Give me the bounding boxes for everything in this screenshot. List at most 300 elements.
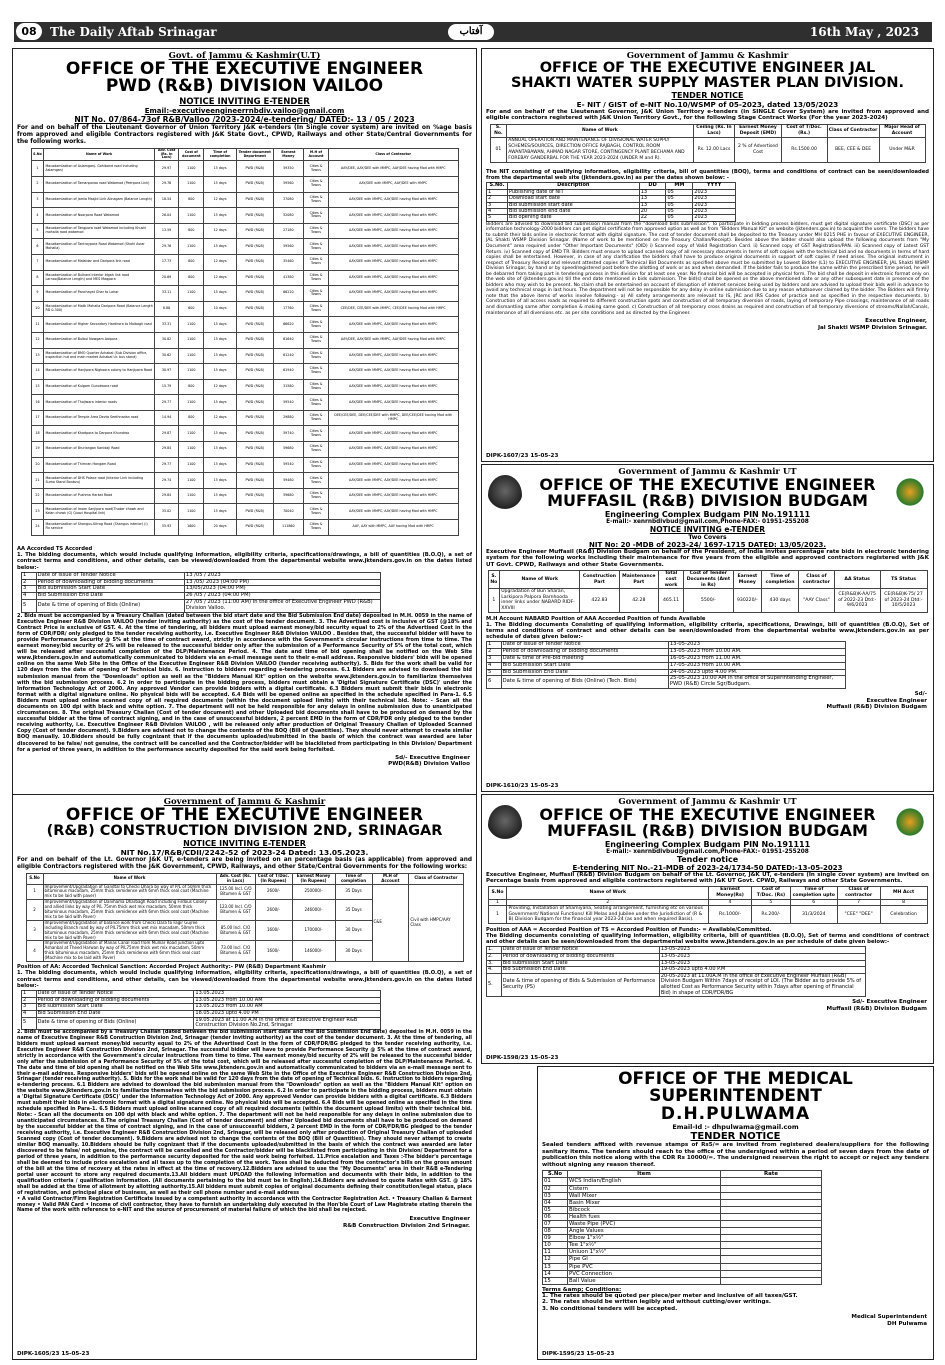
table-row bbox=[487, 676, 846, 689]
table-cell: 20 bbox=[31, 457, 44, 473]
table-cell: 15 days bbox=[204, 317, 237, 333]
table-cell: 123.00 Incl. C/O Bitumen & GST bbox=[216, 900, 255, 921]
table-header-cell: Time of completion upto bbox=[790, 887, 837, 899]
table-header-cell: TS Status bbox=[880, 571, 927, 589]
terms-text: Bidders are advised to download bid submission manual from the "download bids submission". To participate in bidding process bidders, must get digital signature certificate (DSC) as per information technology-2000 bidders can get digital certificate from approved option as well as from "Bidders Manual Kit" on website (jktenders.gov.in) to acquaint the users. The bidders have to submit their bids online in electronic format with digital signature. The cost of tender document shall be deposited to the Treasury under MH 0215 PHE in favour of EXECUTIVE ENGINEER, JAL Shakti WSMP Division Srinagar. (Name of work to be mentioned on the Treasury Challan/Receipt). Besides above the bidder should also upload the following documents from "My Document" area required under "Other Important Documents" (OID) i) Scanned copy of Valid Registration Card. ii) Scanned copy of GST Registration/PAN. iii) Scanned copy of Latest GST Return. iv) Scanned copy of EMD TR. Bidders must ensure to upload scanned copy of all necessary documents in terms of soft copies with the technical bid and no documents in terms of hard copies shall be entertained. However, in case of any clarification the bidders shall have to produce original documents in support of soft copies if need arises. The original instrument in respect of Treasury Receipt and relevant attested copies of Technical Bid Documents as specified above must be submitted by Lowest Bidder (L1) to EXECUTIVE ENGINEER, JAL Shakti WSMP Division Srinagar, by hand or by speed/registered post before the allotting of work or as and when demanded. If the bidder fails to produce the same within the prescribed time period, he will be debarred from taking part in tendering process in this division for at least one year. No financial bid will be accepted in physical form. The bid shall be deposit in electronic format only on the web site of (jktenders.gov.in) till the end date mentioned in bids submission. The bid(s) shall be opened on the above mentioned date or any other subsequent date in presence of the bidders who may wish to be present. No claim shall be entertained on account of disruption of internet services being used by bidders and are advised to upload their bids well in advance to avoid any technical snags in last hours. The department will not be responsible for any delay in online submission due to any reason whatsoever claimed by the bidder. The Bidders will firmly note that the above items of works involve following:- a) All safety arrangements are relevant to IS, JRC and IRS Codes of practice and as specified in the respective documents. b) Construction of all access roads as required to different construction spots and construction of all temporary diversion of roads, laying of temporary Pipe crossings, maintenance of all roads and dismantling same after completion & making same good. c) Construction of all temporary cross drains as required and construction of all temporary diversions of streams/Nallah/Canals, maintenance of all diversions etc. as per site conditions and as directed by the Engineer. bbox=[486, 221, 929, 316]
table-cell: 600 bbox=[179, 301, 204, 317]
table-cell: 17.73 bbox=[154, 254, 179, 270]
table-header-cell: Time of completion bbox=[761, 571, 798, 589]
table-cell: 15 bbox=[543, 1277, 568, 1284]
table-cell: Cities & Towns bbox=[304, 395, 329, 411]
table-header-cell: S.No bbox=[543, 1171, 568, 1178]
table-cell: 13 /05 / 2023 bbox=[184, 572, 380, 579]
table-cell: Macadamization of Bruriangan Kanidaji Road bbox=[44, 442, 154, 458]
table-cell: AAY/DEE with MMPC, AAY/DEE having Mod with HMPC bbox=[328, 442, 458, 458]
table-header-cell: Name of Work bbox=[44, 148, 154, 161]
terms-text: 2. Bids must be accompanied by a Treasury Challan (dated between the bid start date and the Bid Submission End date) deposited in M.H. 0059 in the name of Executive Engineer R&B Division VAILOO (tender inviting authority) as the cost of the tender document. 3. The Advertised cost is inclusive of GST (@18% and Contract Price is exclusive of GST. 4. At the time of tendering, all bidders must upload earnest money/bid security equal to 2% of the Advertised Cost in the form of CDR/FDR/ only pledged to the tender receiving authority, i.e. Executive Engineer R&B Division VAILOO . Besides that, the successful bidder will have to provide Performance Security @ 5% at the time of contract award, strictly in accordance with the Government's circular instructions from time to time. The earnest money/bid security of 2% will be released to the successful bidder only after the submission of a Performance Security of 5% of the total cost, which will be released after successful completion of the DLP/Maintenance Period. 4. The date and time of bid opening shall be notified on the Web Site www.jktenders.gov.in and automatically communicated to bidders via an e-mail message sent to their e-mail address. Responsive bidders' bids will be opened online on the same Web Site in the Office of the Executive Engineer R&B Division VAILOO (tender receiving authority). 5. Bids for the work shall be valid for 120 days from the date of opening of Technical bids. 6. Instruction to bidders regarding e-tendering process. 6.1 Bidders are advised to download the bid submission manual from the "Downloads" option as well as the "Bidders Manual Kit" option on the website www.jktenders.gov.in to familiarize themselves with the bid submission process. 6.2 In order to participate in the bidding process, bidders must obtain a 'Digital Signature Certificate (DSC)' under the Information Technology Act of 2000. Any approved Vendor can provide bidders with a digital certificate. 6.3 Bidders must submit their bids in electronic format with a digital signature online. No physical bids will be accepted. 6.4 Bids will be opened online as specified in the schedule specified in Para-1. 6.5 Bidders must upload online scanned copy of all required documents (within the document upload limits) with their technical bid. Note: - Scan all the documents on 100 dpi with black and white option. 7. The department will not be held responsible for any delays in online submission due to unanticipated circumstances. 8. The original Treasury Challan (Cost of tender document) and other Uploaded bid documents shall have to be produced on demand by the successful bidder at the time of contract signing, and in the case of unsuccessful bidders, 2 percent EMD in the form of CDR/FDR only pledged to the tender receiving authority, i.e. Executive Engineer R&B Division VAILOO , will be released only after production of Original Treasury Challan of Uploaded Scanned Copy (Cost of tender document). 9.Bidders are advised not to change the contents of the BOQ (Bill of Quantities). They should never attempt to create similar BOQ manually. 10.Bidders should be fully cognizant that if the documents uploaded/submitted in the basis of which the contract was awarded are later discovered to be false/ not genuine, the contract will be cancelled and the Contractor/bidder will be blacklisted from participating in this Division/ Department for a period of three years, in addition to the performance security deposited for the said work being forfeited. bbox=[17, 612, 472, 753]
table-cell: 3 bbox=[487, 656, 502, 663]
table-cell: 1 bbox=[26, 884, 43, 900]
table-cell: AAY/DEE with MMPC, AAY/DEE having Mod with HMPC bbox=[328, 364, 458, 380]
table-cell: 5 bbox=[487, 669, 502, 676]
works-table bbox=[31, 148, 459, 536]
table-row bbox=[31, 364, 458, 380]
table-index-cell: 5 bbox=[751, 899, 790, 906]
signature-2: Muffasil (R&B) Division Budgam bbox=[826, 704, 927, 711]
table-cell: Uniuon 1"x½" bbox=[568, 1249, 721, 1256]
table-row bbox=[31, 301, 458, 317]
table-cell: 08 bbox=[543, 1228, 568, 1235]
table-cell: Cities & Towns bbox=[304, 473, 329, 489]
table-cell: Date & time of opening of Bids (Online) bbox=[36, 600, 184, 613]
table-cell: 15 days bbox=[204, 176, 237, 192]
table-cell: 20-05-2023 at 11.00A.M in the office of Executive Engineer Muffasil (R&B) Division Budgam Within 7days of receipt of LOI. (The Bidder as to provide 5% of allotted Cost as Performance Security within 7days after opening of Financial Bid) in shape of CDR/FDR/BG bbox=[659, 973, 865, 996]
table-cell: Date & time of opening of Bids & Submission of Performance Security (PS) bbox=[501, 973, 659, 996]
table-cell-empty bbox=[721, 1228, 822, 1235]
table-cell: 1 bbox=[488, 589, 500, 612]
table-cell: 61940 bbox=[273, 364, 304, 380]
table-cell: 29.74 bbox=[154, 473, 179, 489]
works-table bbox=[490, 124, 926, 163]
table-cell-empty bbox=[721, 1178, 822, 1185]
table-cell: 09 bbox=[543, 1235, 568, 1242]
table-cell: Upgradation of Bun Sharan, Larkipora Palpora Barnhooda inner links under NABARD RIDF-XXVIII bbox=[500, 589, 580, 612]
table-cell: 59540 bbox=[273, 395, 304, 411]
table-cell: Cities & Towns bbox=[304, 176, 329, 192]
table-cell: 15.79 bbox=[154, 379, 179, 395]
masthead bbox=[0, 0, 945, 44]
table-cell: AAY/DEE with MMPC, AAY/DEE having Mod with HMPC bbox=[328, 192, 458, 208]
table-cell: 2023 bbox=[693, 196, 736, 202]
table-row bbox=[31, 223, 458, 239]
table-row bbox=[543, 1221, 822, 1228]
table-cell: 13.05.2023 from 10.00 AM bbox=[194, 1004, 381, 1011]
office-title-2: (R&B) CONSTRUCTION DIVISION 2ND, SRINAGAR bbox=[46, 823, 443, 840]
gov-line: Govt. of Jammu & Kashmir(U.T) bbox=[168, 51, 321, 61]
table-row bbox=[31, 488, 458, 504]
office-title-1: OFFICE OF THE EXECUTIVE ENGINEER JAL bbox=[539, 60, 876, 76]
table-cell: Macadamization of Temple Area Devta Seethnadan road bbox=[44, 410, 154, 426]
table-cell: 30 Days bbox=[335, 941, 372, 962]
table-cell: 26.04 bbox=[154, 208, 179, 224]
table-cell: 29.97 bbox=[154, 161, 179, 177]
table-cell: Cities & Towns bbox=[304, 332, 329, 348]
table-row bbox=[543, 1242, 822, 1249]
schedule-table bbox=[486, 641, 846, 689]
table-cell: 55.93 bbox=[154, 520, 179, 536]
table-cell: Elbow 1"x½" bbox=[568, 1235, 721, 1242]
table-cell: 29.76 bbox=[154, 239, 179, 255]
table-row bbox=[22, 1017, 381, 1029]
table-cell: AAY, AAY with MMPC, AAY having Mod with HMPC bbox=[328, 520, 458, 536]
table-cell: Improvement/Upgradation of Manas Canal road from Mulnar Road junction upto Ashanbal at Theed Harwan by way of P/L75mm thick wet mix macadam, 50mm thick bituminous macadam, 25mm thick semidense with 6mm thick seal coat (Machine mix to be laid with Paver) bbox=[43, 941, 216, 962]
table-cell: 1100 bbox=[179, 395, 204, 411]
table-cell-empty: Civil with HMPC/AAY Class bbox=[409, 884, 463, 962]
table-cell: PWD (R&B) bbox=[236, 348, 273, 364]
table-cell: 29.84 bbox=[154, 488, 179, 504]
notice-jal-shakti bbox=[481, 48, 934, 462]
table-cell: Date & time of Pre-bid meeting bbox=[501, 656, 668, 663]
table-row bbox=[31, 192, 458, 208]
table-cell: 15 days bbox=[204, 239, 237, 255]
table-index-cell: 4 bbox=[709, 899, 752, 906]
table-row bbox=[543, 1185, 822, 1192]
table-cell: 15 days bbox=[204, 457, 237, 473]
notice-budgam-nit-21 bbox=[481, 794, 934, 1064]
table-cell: Date of Issue of Tender Notice bbox=[36, 991, 194, 998]
table-cell: Cities & Towns bbox=[304, 364, 329, 380]
table-cell: 1 bbox=[487, 642, 502, 649]
table-header-cell: Tender document Department bbox=[236, 148, 273, 161]
table-cell: 9 bbox=[31, 286, 44, 302]
table-cell: 4 bbox=[487, 208, 508, 214]
table-cell: Pipe PVC bbox=[568, 1263, 721, 1270]
table-cell: PWD (R&B) bbox=[236, 395, 273, 411]
signature-2: R&B Construction Division 2nd Srinagar. bbox=[342, 1223, 470, 1229]
table-index-cell: 8 bbox=[880, 899, 927, 906]
table-cell: 24 bbox=[31, 520, 44, 536]
table-header-cell: Construction Part bbox=[580, 571, 619, 589]
table-cell: Bibcock bbox=[568, 1206, 721, 1213]
table-row bbox=[31, 348, 458, 364]
signature-2: PWD(R&B) Division Valloo bbox=[388, 761, 470, 768]
table-cell: 12 days bbox=[204, 270, 237, 286]
table-row bbox=[31, 457, 458, 473]
table-header-cell: Ceiling (Rs. In Lacs) bbox=[693, 124, 735, 137]
table-cell: 73.00 Incl. C/O Bitumen & GST bbox=[216, 941, 255, 962]
complex-line: Engineering Complex Budgam PIN No.191111 bbox=[604, 509, 811, 519]
table-cell: 5 bbox=[487, 215, 508, 221]
table-cell: 5. bbox=[487, 973, 502, 996]
table-cell: Bid opening date bbox=[507, 215, 639, 221]
table-cell: 250000/- bbox=[292, 884, 335, 900]
intro-text: For and on behalf of the Lieutenant Governor of Union Territory J&K e-tenders (In Single cover system) are invited on %age basis from approved and eligible Contractors registered with J&K State Govt., CPWD, Railways and other State/Central Governments for the following works. bbox=[17, 123, 472, 145]
table-cell: 15 days bbox=[204, 161, 237, 177]
table-header-cell: Earnest Money(Rs) bbox=[709, 887, 752, 899]
table-cell: 12 bbox=[543, 1256, 568, 1263]
table-cell: 1100 bbox=[179, 176, 204, 192]
table-cell: Waste Pipe (PVC) bbox=[568, 1221, 721, 1228]
table-cell-empty bbox=[721, 1270, 822, 1277]
table-cell: 11 bbox=[543, 1249, 568, 1256]
table-cell: AAY/DEE with MMPC, AAY/DEE having Mod with HMPC bbox=[328, 208, 458, 224]
table-cell: 13 bbox=[639, 189, 666, 195]
table-cell: 12 bbox=[31, 332, 44, 348]
table-header-cell: Name of Work bbox=[500, 571, 580, 589]
table-index-cell: 2 bbox=[507, 899, 709, 906]
table-cell: AAY/DEE with MMPC, AAY/DEE having Mod with HMPC bbox=[328, 348, 458, 364]
table-cell: 03 bbox=[543, 1192, 568, 1199]
table-row bbox=[488, 589, 927, 612]
intro-text: Executive Engineer, Muffasil (R&B) Division Budgam on behalf of the Lt. Governor, J&K UT, e-tenders (In single cover system) are invited on Percentage basis from approved and eligible contractors registered with J&K UT Govt. CPWD, Railways and other State Governments. bbox=[486, 871, 929, 885]
table-index-cell: 6 bbox=[790, 899, 837, 906]
table-cell: Cistern bbox=[568, 1185, 721, 1192]
intro-text: Sealed tenders affixed with revenue stamps of Rs5/= are invited from registered dealers/suppliers for the following sanitary items. The tenders should reach to the office of the undersigned within a period of seven days from the date of publication this notice along with the CDR Rs 10000/=. The undersigned reserves the right to accept or reject any tenders without signing any reason thereof. bbox=[542, 1141, 929, 1168]
state-emblem-icon bbox=[488, 475, 522, 515]
notice-dh-pulwama bbox=[537, 1066, 934, 1360]
schedule-table bbox=[21, 990, 381, 1030]
table-header-cell: Name of Work bbox=[507, 124, 693, 137]
table-header-row bbox=[490, 124, 925, 137]
table-cell: PWD (R&B) bbox=[236, 254, 273, 270]
table-cell: 61640 bbox=[273, 332, 304, 348]
table-cell: 170000/- bbox=[292, 920, 335, 941]
table-cell: 33.31 bbox=[154, 317, 179, 333]
table-cell: Rs. 12.00 Lacs bbox=[693, 137, 735, 162]
table-header-cell: Rate bbox=[721, 1171, 822, 1178]
table-cell: Macadamization of Malaldar and Daripora link road bbox=[44, 254, 154, 270]
table-cell: Cities & Towns bbox=[304, 426, 329, 442]
table-cell: Celebration bbox=[880, 906, 927, 924]
table-cell: 5 bbox=[22, 1017, 37, 1029]
table-header-cell: Cost of Tender Documents (Amt in Rs) bbox=[684, 571, 734, 589]
table-cell: 29.84 bbox=[154, 442, 179, 458]
table-cell: Ball Value bbox=[568, 1277, 721, 1284]
table-cell: 1100 bbox=[179, 426, 204, 442]
table-cell: 17760 bbox=[273, 301, 304, 317]
table-cell: 3 bbox=[31, 192, 44, 208]
table-row bbox=[31, 270, 458, 286]
complex-line: Engineering Complex Budgam PIN No.191111 bbox=[604, 839, 811, 849]
table-cell: 2023 bbox=[693, 202, 736, 208]
table-row bbox=[543, 1178, 822, 1185]
table-row bbox=[31, 410, 458, 426]
table-cell: 1100 bbox=[179, 317, 204, 333]
table-cell: AAY/DEE with MMPC, AAY/DEE having Mod with HMPC bbox=[328, 395, 458, 411]
table-cell: Macadamization of Bulbul Nowgam Aalpora bbox=[44, 332, 154, 348]
table-cell: Bid Submission Start Date bbox=[501, 662, 668, 669]
table-cell: PWD (R&B) bbox=[236, 379, 273, 395]
table-header-cell: S.No bbox=[26, 873, 43, 884]
table-cell: Tee 1"x½" bbox=[568, 1242, 721, 1249]
table-cell: PWD (R&B) bbox=[236, 520, 273, 536]
gov-line: Government of Jammu & Kashmir UT bbox=[618, 467, 797, 477]
nit-line: E- NIT / GIST of e-NIT No.10/WSMP of 05-2023, dated 13/05/2023 bbox=[576, 99, 839, 109]
table-cell: Improvement/Upgradation of Danihama Dharbagh Road including Firdous Colony and allied links by way of P/L 75mm thick wet mix macadam, 50mm thick bituminous macadam, 25mm thick semidense with 6mm thick seal coat (Machine mix to be laid with Paver) bbox=[43, 900, 216, 921]
table-cell: Macadamization of Shangus-Kitrag Road (Shangus interior) (i) Fix service bbox=[44, 520, 154, 536]
table-header-row bbox=[543, 1171, 822, 1178]
table-row bbox=[31, 504, 458, 520]
table-cell: Cities & Towns bbox=[304, 223, 329, 239]
table-cell: Macadamization of Khadpora to Darpora Khundroo bbox=[44, 426, 154, 442]
table-cell: 800 bbox=[179, 254, 204, 270]
table-cell: 23 bbox=[31, 504, 44, 520]
table-cell: 33.11 bbox=[154, 286, 179, 302]
table-cell: PWD (R&B) bbox=[236, 161, 273, 177]
table-cell: 13/05/2023 (04:00 PM) bbox=[184, 586, 380, 593]
table-cell-empty bbox=[721, 1277, 822, 1284]
table-index-cell: 1 bbox=[488, 899, 507, 906]
table-cell: 30.62 bbox=[154, 348, 179, 364]
table-cell: 422.83 bbox=[580, 589, 619, 612]
para-1: 1. The bidding documents, which would include qualifying information, eligibility criteria, specifications/drawings, a bill of quantities (B.O.Q), a set of contract terms and conditions, and other details, can be viewed/downloaded from the departmental website www.jktenders.gov.in on the dates listed below:- bbox=[17, 551, 472, 571]
email-line: Email-Id :- dhpulwama@gmail.com bbox=[672, 1122, 799, 1131]
table-cell: 1 bbox=[31, 161, 44, 177]
table-cell: 1100 bbox=[179, 239, 204, 255]
table-cell: Macadamization of Tangpora road Watamod including Khushi mohalla road watamod bbox=[44, 223, 154, 239]
para-1: 1. The Bidding documents Consisting of qualifying information, eligibility criteria, specifications, Drawings, bill of quantities (B.O.Q), Set of terms and conditions of contract and other details can be seen/downloaded from the departmental website www.jktenders.gov.in as per schedule of dates given below:- bbox=[486, 621, 929, 641]
table-cell: 7 bbox=[31, 254, 44, 270]
table-cell: 13-05-2023 bbox=[668, 642, 845, 649]
table-header-row bbox=[31, 148, 458, 161]
table-cell: 11 bbox=[31, 317, 44, 333]
table-cell: Macadamization of Imam Sanjipora road(Thoker chowk and Kelan chowk (G) Quazi Hospital link) bbox=[44, 504, 154, 520]
table-cell: AAY/DEE with MMPC, AAY/DEE with HMPC bbox=[328, 176, 458, 192]
table-cell: 20.69 bbox=[154, 270, 179, 286]
table-row bbox=[543, 1213, 822, 1220]
table-cell: CE(R&B)K-AA/75 of 2022-23 Dtd:- 9/6/2023 bbox=[834, 589, 880, 612]
gov-line: Government of Jammu & Kashmir UT bbox=[618, 797, 797, 807]
table-header-cell: M.H of Account bbox=[372, 873, 409, 884]
table-row bbox=[543, 1206, 822, 1213]
table-cell: 2600/- bbox=[255, 900, 292, 921]
table-cell: CEE/DEE, CEE/DEE with MMPC, CEE/DEE having Mod with HMPC bbox=[328, 301, 458, 317]
dipk-number: DIPK-1610/23 15-05-23 bbox=[486, 783, 559, 789]
table-cell: 3 bbox=[22, 1004, 37, 1011]
table-cell: Cities & Towns bbox=[304, 410, 329, 426]
table-row bbox=[31, 332, 458, 348]
table-header-cell: Time of completion bbox=[335, 873, 372, 884]
table-cell: 14 bbox=[31, 364, 44, 380]
dipk-number: DIPK-1607/23 15-05-23 bbox=[486, 453, 559, 459]
table-cell: 15 days bbox=[204, 442, 237, 458]
table-cell: Date of Issue of Tender Notice bbox=[501, 642, 668, 649]
table-row bbox=[31, 473, 458, 489]
table-header-cell: Adv. Cost (Rs. in Lacs) bbox=[216, 873, 255, 884]
office-title-2: MUFFASIL (R&B) DIVISION BUDGAM bbox=[547, 821, 868, 841]
table-cell: Bid Submission End Date bbox=[501, 669, 668, 676]
table-cell: 05 bbox=[543, 1206, 568, 1213]
table-row bbox=[490, 137, 925, 162]
table-cell: 26 /05 / 2023 (04:00 PM) bbox=[184, 593, 380, 600]
table-cell: BEE, CEE & DEE bbox=[827, 137, 879, 162]
table-cell: PWD (R&B) bbox=[236, 239, 273, 255]
signature-1: Executive Engineer bbox=[866, 697, 927, 704]
table-header-cell: Total cost work bbox=[659, 571, 684, 589]
table-header-cell: DD bbox=[639, 183, 666, 189]
items-table bbox=[542, 1170, 822, 1285]
table-cell: AAY/DEE with MMPC, AAY/DEE having Mod with HMPC bbox=[328, 317, 458, 333]
table-row bbox=[31, 208, 458, 224]
cover-line: Two Covers bbox=[688, 533, 727, 541]
table-cell: 465.11 bbox=[659, 589, 684, 612]
table-cell: 35 Days bbox=[335, 884, 372, 900]
table-cell: Cities & Towns bbox=[304, 442, 329, 458]
table-cell: Cities & Towns bbox=[304, 239, 329, 255]
table-cell: WCS Indian/English bbox=[568, 1178, 721, 1185]
table-cell: 4 bbox=[31, 208, 44, 224]
table-header-cell: Major Head of Account bbox=[879, 124, 925, 137]
table-cell: 13-05-2023 bbox=[659, 954, 865, 961]
table-row bbox=[31, 161, 458, 177]
table-cell: 430 days bbox=[761, 589, 798, 612]
table-cell: 246000/- bbox=[292, 900, 335, 921]
table-cell: Macadamization of Pushma Harkat Road bbox=[44, 488, 154, 504]
table-cell: 12 days bbox=[204, 192, 237, 208]
table-cell: Macadamization of Thimran Hangam Road bbox=[44, 457, 154, 473]
table-cell: 2 bbox=[487, 196, 508, 202]
table-cell: PWD (R&B) bbox=[236, 442, 273, 458]
table-cell: 20 bbox=[639, 208, 666, 214]
table-cell: 35460 bbox=[273, 254, 304, 270]
table-cell: Date & time of opening of Bids (Online) bbox=[36, 1017, 194, 1029]
table-header-cell: M.H of Account bbox=[304, 148, 329, 161]
works-table bbox=[488, 886, 928, 924]
table-header-cell: S.No bbox=[488, 887, 507, 899]
table-cell: 59740 bbox=[273, 426, 304, 442]
table-cell: Wall Mixer bbox=[568, 1192, 721, 1199]
signature-2: Jal Shakti WSMP Division Srinagar. bbox=[817, 324, 927, 331]
table-cell: Macadamization of Kulgam Gurudwara road bbox=[44, 379, 154, 395]
table-cell: 1100 bbox=[179, 504, 204, 520]
table-cell: 15 days bbox=[204, 286, 237, 302]
table-cell: 111860 bbox=[273, 520, 304, 536]
table-cell: 10 bbox=[31, 301, 44, 317]
table-cell: 01 bbox=[490, 137, 507, 162]
table-header-cell: YYYY bbox=[693, 183, 736, 189]
table-cell: Macadamization of Tantraypora Road Watamod (Shahi Asrar Mohalla) bbox=[44, 239, 154, 255]
table-cell: 59350 bbox=[273, 161, 304, 177]
notice-heading: NOTICE INVITING E-TENDER bbox=[179, 96, 310, 107]
table-cell: Bid submission Start Date bbox=[36, 1004, 194, 1011]
table-header-cell: S. No. bbox=[490, 124, 507, 137]
table-cell: 70040 bbox=[273, 504, 304, 520]
table-cell-empty bbox=[721, 1249, 822, 1256]
dipk-number: DIPK-1595/23 15-05-23 bbox=[542, 1351, 615, 1357]
table-cell: 2600/- bbox=[255, 884, 292, 900]
table-cell: Cities & Towns bbox=[304, 254, 329, 270]
table-row bbox=[31, 176, 458, 192]
aa-line: AA Accorded TS Accorded bbox=[17, 545, 93, 552]
table-cell: 19-05-2023 upto 4.00 P.M bbox=[659, 967, 865, 974]
table-row bbox=[31, 426, 458, 442]
table-row bbox=[543, 1235, 822, 1242]
table-cell: 1600 bbox=[179, 520, 204, 536]
table-cell: AAY/DEE, AAY/DEE with MMPC, AAY/DEE having Mod with HMPC bbox=[328, 161, 458, 177]
table-cell: 19.05.2023 at 11.00 A.M in the office of Executive Engineer R&B Construction Division No.2nd, Srinagar bbox=[194, 1017, 381, 1029]
table-row bbox=[26, 884, 463, 900]
table-cell: 59480 bbox=[273, 473, 304, 489]
table-cell: 4 bbox=[22, 593, 37, 600]
office-title-1: OFFICE OF THE MEDICAL SUPERINTENDENT bbox=[618, 1069, 853, 1107]
table-cell: 2 bbox=[26, 900, 43, 921]
table-cell: 29.77 bbox=[154, 457, 179, 473]
table-header-row bbox=[26, 873, 463, 884]
table-cell: 85.00 Incl. C/O Bitumen & GST bbox=[216, 920, 255, 941]
table-cell: Macadamization of Noorpora Road Watamod bbox=[44, 208, 154, 224]
table-cell: Rs.200/- bbox=[751, 906, 790, 924]
term-1: 1. The rates should be quoted per piece/per meter and inclusive of all taxes/GST. bbox=[542, 1293, 798, 1300]
works-table bbox=[26, 873, 464, 962]
table-cell: 2 bbox=[22, 997, 37, 1004]
table-cell: 59560 bbox=[273, 176, 304, 192]
table-header-cell: Item bbox=[568, 1171, 721, 1178]
table-row bbox=[31, 395, 458, 411]
table-cell: Period of downloading of bidding documents bbox=[501, 649, 668, 656]
table-cell: 1100 bbox=[179, 488, 204, 504]
table-cell: 12 days bbox=[204, 379, 237, 395]
table-cell: 25-05-2023 10:00 AM in the office of Superintending Engineer, PWD (R&B) Circle Sgr/Budgam. bbox=[668, 676, 845, 689]
office-title-1: OFFICE OF THE EXECUTIVE ENGINEER bbox=[65, 805, 424, 825]
table-cell: 13 /05/ 2023 (04:00 PM) bbox=[184, 579, 380, 586]
table-row bbox=[31, 254, 458, 270]
table-cell: PWD (R&B) bbox=[236, 223, 273, 239]
table-cell: 8.88 bbox=[154, 301, 179, 317]
table-cell: 2 bbox=[22, 579, 37, 586]
email-line: E-mail:- xenrnbdivbud@gmail.com,Phone-FAX:- 01951-255208 bbox=[606, 848, 809, 855]
table-cell: 1 bbox=[488, 906, 507, 924]
table-cell: 04 bbox=[543, 1199, 568, 1206]
table-cell: 15 days bbox=[204, 488, 237, 504]
